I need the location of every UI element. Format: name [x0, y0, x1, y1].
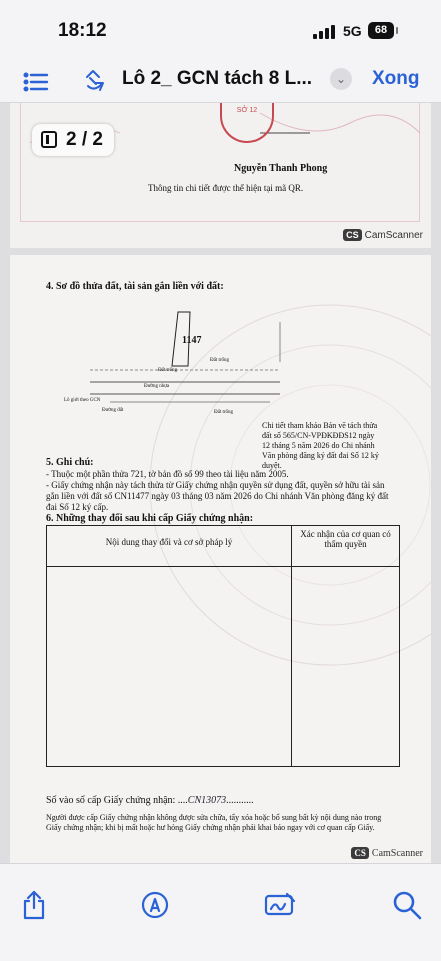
- battery-icon: [368, 22, 394, 39]
- sketch-label: Đất trống: [214, 410, 234, 415]
- camscanner-watermark: [351, 845, 423, 861]
- nav-bar: [0, 62, 441, 103]
- page-indicator-label: 2 / 2: [66, 129, 103, 150]
- sketch-note: Chi tiết tham khảo Bản vẽ tách thửa đất số 565/CN-VPĐKĐĐS12 ngày 12 tháng 5 năm 2026 do Chi nhánh Văn phòng đăng ký đất đai Số 12 ký duyệt.: [262, 421, 379, 470]
- section-4-title: 4. Sơ đồ thửa đất, tài sản gắn liền với đất:: [46, 281, 224, 292]
- status-time: 18:12: [58, 20, 107, 41]
- table-header-content: Nội dung thay đổi và cơ sở pháp lý: [105, 537, 233, 547]
- registration-number: Số vào sổ cấp Giấy chứng nhận: ....CN13073...........: [46, 795, 254, 806]
- document-viewer[interactable]: [0, 103, 441, 863]
- camscanner-label: CamScanner: [371, 847, 423, 859]
- page-2: [10, 255, 431, 863]
- list-icon[interactable]: [20, 66, 52, 98]
- share-icon[interactable]: [17, 888, 51, 922]
- page-indicator: [32, 124, 114, 156]
- camscanner-logo-icon: CS: [351, 847, 369, 859]
- markup-icon[interactable]: [138, 888, 172, 922]
- camscanner-label: CamScanner: [364, 229, 423, 241]
- registration-label: Số vào sổ cấp Giấy chứng nhận:: [46, 795, 176, 806]
- note-line-2: - Giấy chứng nhận này tách thửa từ Giấy chứng nhận quyền sử dụng đất, quyền sở hữu tài sản gắn liền với đất số CN11477 ngày 03 tháng 03 năm 2026 do Chi nhánh Văn phòng đăng ký đất đai Số 12 ký cấp.: [46, 480, 389, 512]
- camscanner-logo-icon: CS: [343, 229, 362, 241]
- camscanner-watermark: [343, 227, 423, 243]
- sidebar-icon: [41, 131, 57, 148]
- bottom-toolbar: [0, 863, 441, 961]
- seal-text: SỞ 12: [236, 107, 258, 114]
- signature-icon[interactable]: [263, 888, 297, 922]
- sketch-label: Đường nhựa: [144, 384, 170, 389]
- registration-dots: ....: [177, 795, 188, 806]
- sketch-label: Lô giới theo GCN: [64, 398, 101, 403]
- signer-name: Nguyễn Thanh Phong: [234, 163, 328, 174]
- network-type: 5G: [343, 23, 362, 39]
- parcel-number: 1147: [182, 335, 202, 346]
- footer-note: Người được cấp Giấy chứng nhận không được sửa chữa, tẩy xóa hoặc bổ sung bất kỳ nội dung nào trong Giấy chứng nhận; khi bị mất hoặc hư hỏng Giấy chứng nhận phải khai báo ngay với cơ quan cấp Giấy.: [46, 813, 382, 832]
- sketch-label: Đất trống: [210, 358, 230, 363]
- changes-table: [46, 525, 400, 767]
- section-5-title: 5. Ghi chú:: [46, 457, 94, 468]
- qr-note: Thông tin chi tiết được thể hiện tại mã QR.: [148, 183, 304, 193]
- note-line-1: - Thuộc một phần thửa 721, tờ bản đồ số 99 theo tài liệu năm 2005.: [46, 469, 289, 479]
- markup-rotate-icon[interactable]: [78, 66, 110, 98]
- status-bar: [0, 0, 441, 62]
- chevron-down-icon[interactable]: ⌄: [330, 68, 352, 90]
- sketch-label: Đất trống: [158, 368, 178, 373]
- registration-value: CN13073: [187, 795, 227, 806]
- battery-level: 68: [374, 24, 388, 36]
- section-6-title: 6. Những thay đổi sau khi cấp Giấy chứng nhận:: [46, 513, 254, 524]
- table-header-confirmation: Xác nhận của cơ quan có thẩm quyền: [300, 529, 391, 549]
- signal-icon: [313, 25, 337, 39]
- document-title[interactable]: Lô 2_ GCN tách 8 L...: [122, 68, 313, 89]
- done-button[interactable]: Xong: [372, 68, 420, 89]
- sketch-label: Đường đất: [102, 408, 124, 413]
- search-icon[interactable]: [390, 888, 424, 922]
